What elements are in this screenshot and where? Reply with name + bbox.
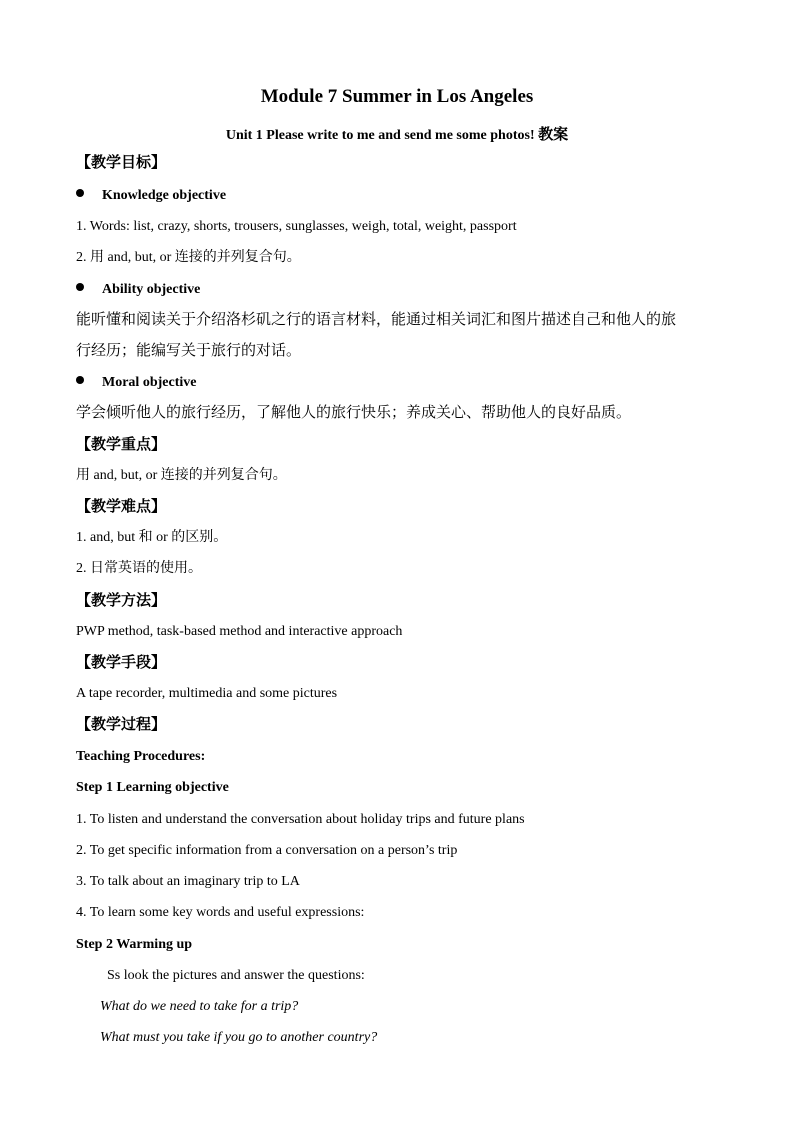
moral-heading-row	[76, 373, 196, 393]
ability-heading-row	[76, 280, 200, 300]
moral-text: 学会倾听他人的旅行经历，了解他人的旅行快乐；养成关心、帮助他人的良好品质。	[76, 405, 632, 421]
bullet-icon	[76, 189, 84, 197]
bullet-icon	[76, 283, 84, 291]
step1-item: 3. To talk about an imaginary trip to LA	[76, 874, 300, 889]
ability-text-1: 能听懂和阅读关于介绍洛杉矶之行的语言材料，能通过相关词汇和图片描述自己和他人的旅	[76, 312, 677, 328]
means-text: A tape recorder, multimedia and some pictures	[76, 686, 338, 701]
difficult-points-heading: 【教学难点】	[76, 499, 167, 515]
step1-item: 2. To get specific information from a conversation on a person’s trip	[76, 843, 458, 858]
step2-question-2: What must you take if you go to another country?	[100, 1030, 378, 1045]
ability-heading: Ability objective	[102, 282, 201, 297]
knowledge-item-1: 1. Words: list, crazy, shorts, trousers, sunglasses, weigh, total, weight, passport	[76, 219, 517, 234]
step2-instruction: Ss look the pictures and answer the questions:	[107, 968, 365, 983]
knowledge-heading: Knowledge objective	[102, 188, 227, 203]
key-points-heading: 【教学重点】	[76, 437, 167, 453]
moral-heading: Moral objective	[102, 375, 197, 390]
bullet-icon	[76, 376, 84, 384]
step2-heading: Step 2 Warming up	[76, 937, 193, 952]
document-subtitle	[0, 123, 794, 144]
document-title: Module 7 Summer in Los Angeles	[260, 86, 534, 107]
knowledge-item-2: 2. 用 and, but, or 连接的并列复合句。	[76, 250, 301, 265]
methods-text: PWP method, task-based method and interactive approach	[76, 624, 403, 639]
subtitle-chinese: 教案	[538, 127, 569, 143]
step1-heading: Step 1 Learning objective	[76, 780, 229, 795]
means-heading: 【教学手段】	[76, 655, 167, 671]
step2-question-1: What do we need to take for a trip?	[100, 999, 299, 1014]
difficult-item-1: 1. and, but 和 or 的区别。	[76, 530, 228, 545]
ability-text-2: 行经历；能编写关于旅行的对话。	[76, 343, 302, 359]
step1-item: 1. To listen and understand the conversation about holiday trips and future plans	[76, 812, 525, 827]
subtitle-english: Unit 1 Please write to me and send me some photos!	[225, 128, 535, 143]
methods-heading: 【教学方法】	[76, 593, 167, 609]
process-heading: 【教学过程】	[76, 717, 167, 733]
key-points-text: 用 and, but, or 连接的并列复合句。	[76, 468, 287, 483]
difficult-item-2: 2. 日常英语的使用。	[76, 561, 202, 576]
objectives-heading: 【教学目标】	[76, 155, 167, 171]
step1-item: 4. To learn some key words and useful expressions:	[76, 905, 365, 920]
teaching-procedures-heading: Teaching Procedures:	[76, 749, 206, 764]
knowledge-heading-row	[76, 186, 226, 206]
